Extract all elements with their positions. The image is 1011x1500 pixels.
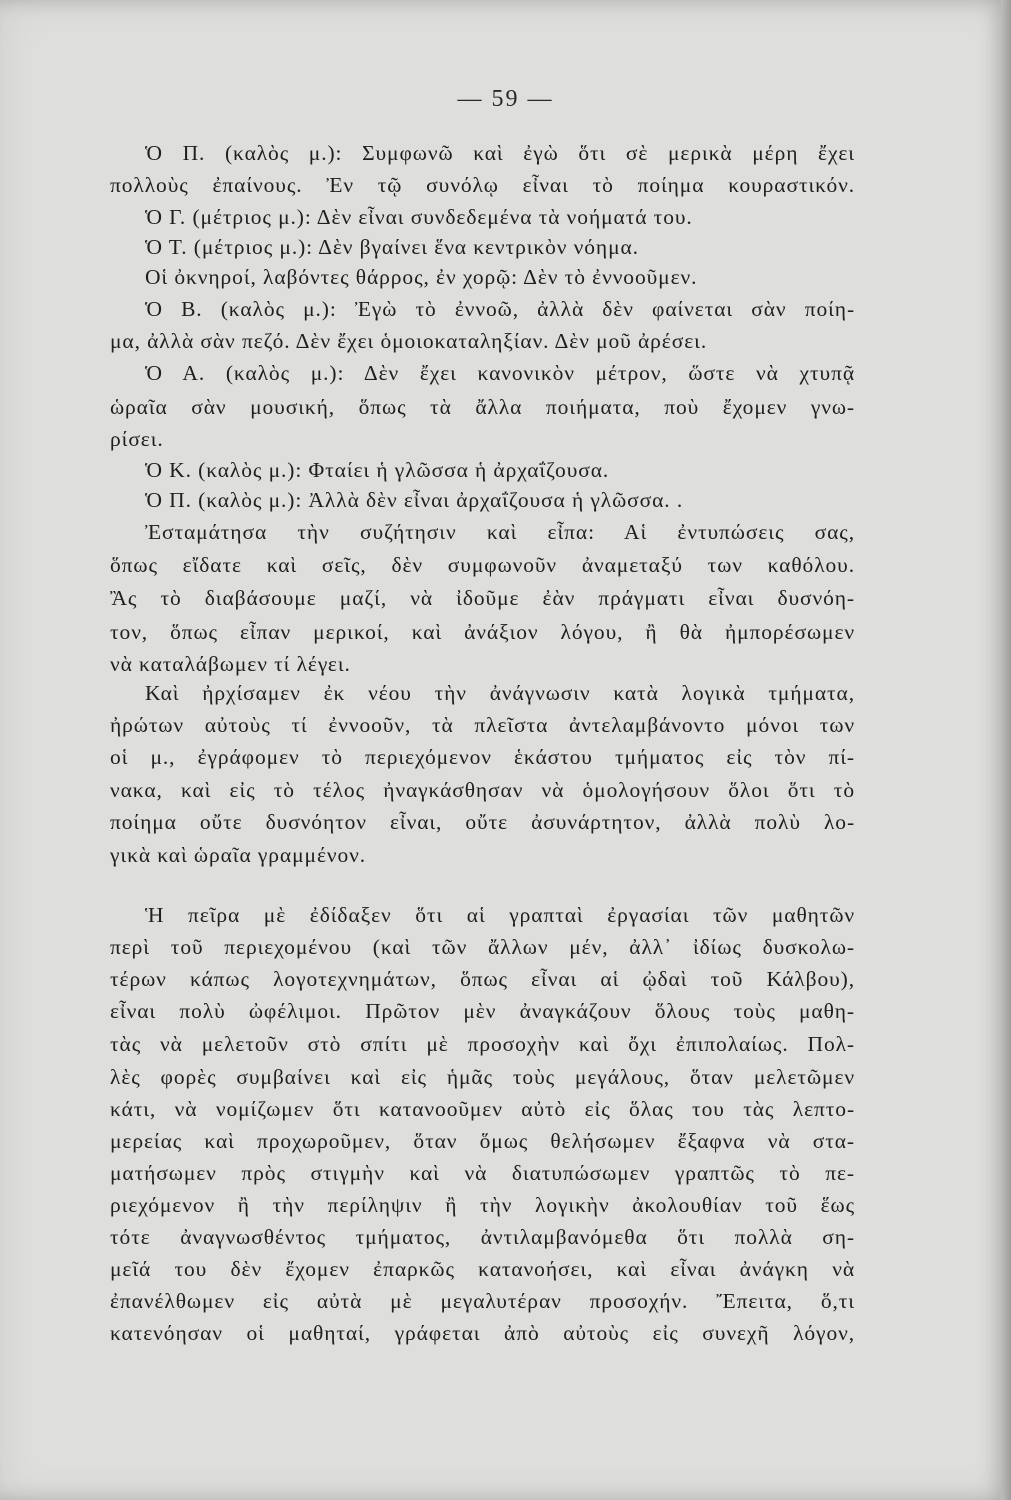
text-line: τότε ἀναγνωσθέντος τμήματος, ἀντιλαμβανόμεθα ὅτι πολλὰ ση- xyxy=(110,1225,855,1249)
text-line: μερείας καὶ προχωροῦμεν, ὅταν ὅμως θελήσωμεν ἔξαφνα νὰ στα- xyxy=(110,1129,855,1153)
text-line: πολλοὺς ἐπαίνους. Ἐν τῷ συνόλῳ εἶναι τὸ ποίημα κουραστικόν. xyxy=(110,173,855,197)
text-line: ποίημα οὔτε δυσνόητον εἶναι, οὔτε ἀσυνάρτητον, ἀλλὰ πολὺ λο- xyxy=(110,810,855,834)
text-line: εἶναι πολὺ ὠφέλιμοι. Πρῶτον μὲν ἀναγκάζουν ὅλους τοὺς μαθη- xyxy=(110,999,855,1023)
text-line: μα, ἀλλὰ σὰν πεζό. Δὲν ἔχει ὁμοιοκαταληξίαν. Δὲν μοῦ ἀρέσει. xyxy=(110,329,708,353)
text-line: κάτι, νὰ νομίζωμεν ὅτι κατανοοῦμεν αὐτὸ εἰς ὅλας του τὰς λεπτο- xyxy=(110,1097,855,1121)
text-line: νακα, καὶ εἰς τὸ τέλος ἠναγκάσθησαν νὰ ὁμολογήσουν ὅλοι ὅτι τὸ xyxy=(110,778,855,802)
text-line: τὰς νὰ μελετοῦν στὸ σπίτι μὲ προσοχὴν καὶ ὄχι ἐπιπολαίως. Πολ- xyxy=(110,1032,855,1056)
text-line: λὲς φορὲς συμβαίνει καὶ εἰς ἡμᾶς τοὺς μεγάλους, ὅταν μελετῶμεν xyxy=(110,1065,855,1089)
text-line: Ὁ Π. (καλὸς μ.): Ἀλλὰ δὲν εἶναι ἀρχαΐζουσα ἡ γλῶσσα. . xyxy=(145,488,684,512)
text-line: ἐπανέλθωμεν εἰς αὐτὰ μὲ μεγαλυτέραν προσοχήν. Ἔπειτα, ὅ,τι xyxy=(110,1289,855,1313)
page-edge-shadow xyxy=(1001,0,1011,1500)
text-line: Ὁ Α. (καλὸς μ.): Δὲν ἔχει κανονικὸν μέτρον, ὥστε νὰ χτυπᾷ xyxy=(145,361,855,385)
text-line: ὡραῖα σὰν μουσική, ὅπως τὰ ἄλλα ποιήματα, ποὺ ἔχομεν γνω- xyxy=(110,395,855,419)
text-line: Ἐσταμάτησα τὴν συζήτησιν καὶ εἶπα: Αἱ ἐντυπώσεις σας, xyxy=(145,520,855,544)
text-line: κατενόησαν οἱ μαθηταί, γράφεται ἀπὸ αὐτοὺς εἰς συνεχῆ λόγον, xyxy=(110,1321,855,1345)
text-line: γικὰ καὶ ὡραῖα γραμμένον. xyxy=(110,843,367,867)
text-line: τέρων κάπως λογοτεχνημάτων, ὅπως εἶναι αἱ ᾠδαὶ τοῦ Κάλβου), xyxy=(110,967,855,991)
text-line: περὶ τοῦ περιεχομένου (καὶ τῶν ἄλλων μέν, ἀλλ᾽ ἰδίως δυσκολω- xyxy=(110,935,855,959)
text-line: μεῖά του δὲν ἔχομεν ἐπαρκῶς κατανοήσει, καὶ εἶναι ἀνάγκη νὰ xyxy=(110,1257,855,1281)
text-line: οἱ μ., ἐγράφομεν τὸ περιεχόμενον ἑκάστου τμήματος εἰς τὸν πί- xyxy=(110,745,855,769)
text-line: Ὁ Π. (καλὸς μ.): Συμφωνῶ καὶ ἐγὼ ὅτι σὲ μερικὰ μέρη ἔχει xyxy=(145,141,855,165)
text-line: ἠρώτων αὐτοὺς τί ἐννοοῦν, τὰ πλεῖστα ἀντελαμβάνοντο μόνοι των xyxy=(110,713,855,737)
text-line: Ὁ Γ. (μέτριος μ.): Δὲν εἶναι συνδεδεμένα τὰ νοήματά του. xyxy=(145,205,693,229)
page-number: — 59 — xyxy=(457,86,554,112)
text-line: ὅπως εἴδατε καὶ σεῖς, δὲν συμφωνοῦν ἀναμεταξύ των καθόλου. xyxy=(110,553,855,577)
text-line: Καὶ ἠρχίσαμεν ἐκ νέου τὴν ἀνάγνωσιν κατὰ λογικὰ τμήματα, xyxy=(145,681,855,705)
text-line: Οἱ ὀκνηροί, λαβόντες θάρρος, ἐν χορῷ: Δὲν τὸ ἐννοοῦμεν. xyxy=(145,265,698,289)
text-line: νὰ καταλάβωμεν τί λέγει. xyxy=(110,652,351,676)
text-line: Ἂς τὸ διαβάσουμε μαζί, νὰ ἰδοῦμε ἐὰν πράγματι εἶναι δυσνόη- xyxy=(110,586,855,610)
text-line: ματήσωμεν πρὸς στιγμὴν καὶ νὰ διατυπώσωμεν γραπτῶς τὸ πε- xyxy=(110,1161,855,1185)
text-line: Ἡ πεῖρα μὲ ἐδίδαξεν ὅτι αἱ γραπταὶ ἐργασίαι τῶν μαθητῶν xyxy=(145,903,855,927)
text-line: ριεχόμενον ἢ τὴν περίληψιν ἢ τὴν λογικὴν ἀκολουθίαν τοῦ ἕως xyxy=(110,1193,855,1217)
text-line: τον, ὅπως εἶπαν μερικοί, καὶ ἀνάξιον λόγου, ἢ θὰ ἠμπορέσωμεν xyxy=(110,620,855,644)
text-line: Ὁ Τ. (μέτριος μ.): Δὲν βγαίνει ἕνα κεντρικὸν νόημα. xyxy=(145,235,639,259)
text-line: Ὁ Κ. (καλὸς μ.): Φταίει ἡ γλῶσσα ἡ ἀρχαΐζουσα. xyxy=(145,458,610,482)
text-line: ρίσει. xyxy=(110,427,164,451)
text-line: Ὁ Β. (καλὸς μ.): Ἐγὼ τὸ ἐννοῶ, ἀλλὰ δὲν φαίνεται σὰν ποίη- xyxy=(145,297,855,321)
